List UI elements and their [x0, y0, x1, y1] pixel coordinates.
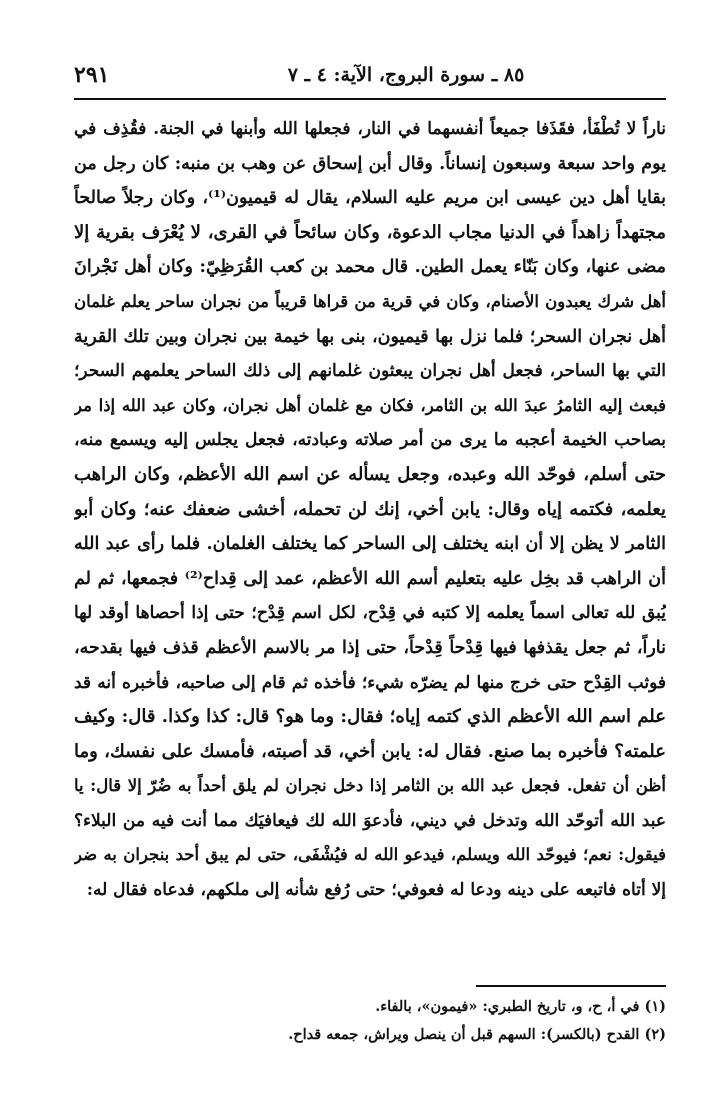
footnotes	[74, 993, 666, 1049]
text-line: بقايا أهل دين عيسى ابن مريم عليه السلام، يقال له قيميون⁽¹⁾، وكان رجلاً صالحاً	[74, 188, 666, 209]
text-line: حتى أسلم، فوحّد الله وعبده، وجعل يسأله عن اسم الله الأعظم، وكان الراهب	[74, 463, 666, 485]
text-line: ناراً، ثم جعل يقذفها فيها قِدْحاً قِدْحاً، حتى إذا مر بالاسم الأعظم قذف فيها بقدحه،	[74, 637, 666, 658]
text-line: علمته؟ فأخبره بما صنع. فقال له: يابن أخي، قد أصبته، فأمسك على نفسك، وما	[74, 740, 666, 762]
text-line: إلا أتاه فاتبعه على دينه ودعا له فعوفي؛ حتى رُفع شأنه إلى ملكهم، فدعاه فقال له:	[86, 880, 666, 901]
text-line: مضى عنها، وكان بَنّاء يعمل الطين. قال محمد بن كعب القُرَظِيّ: وكان أهل نَجْرانَ	[74, 257, 666, 278]
text-line: يعلمه، فكتمه إياه وقال: يابن أخي، إنك لن تحمله، أخشى ضعفك عنه؛ وكان أبو	[74, 498, 666, 520]
text-line: عبد الله أتوحّد الله وتدخل في ديني، فأدعوَ الله لك فيعافيَك مما أنت فيه من البلاء؟	[74, 810, 666, 831]
text-line: الثامر لا يظن إلا أن ابنه يختلف إلى الساحر كما يختلف الغلمان. فلما رأى عبد الله	[74, 534, 666, 555]
text-line: بصاحب الخيمة أعجبه ما يرى من أمر صلاته وعبادته، فجعل يجلس إليه ويسمع منه،	[74, 430, 666, 451]
text-line: أن الراهب قد بخِل عليه بتعليم أسم الله الأعظم، عمد إلى قِداح⁽²⁾ فجمعها، ثم لم	[74, 568, 666, 589]
running-title: ٨٥ ـ سورة البروج، الآية: ٤ ـ ٧	[287, 64, 525, 86]
body-text	[74, 112, 666, 908]
text-line: التي بها الساحر، فجعل أهل نجران يبعثون غلمانهم إلى ذلك الساحر يعلمهم السحر؛	[74, 361, 666, 382]
text-line: مجتهداً زاهداً في الدنيا مجاب الدعوة، وكان سائحاً في القرى، لا يُعْرَف بقرية إلا	[74, 221, 666, 243]
page-header	[74, 62, 666, 94]
footnote-rule	[476, 985, 666, 987]
footnote-1: (١) في أ، ح، و، تاريخ الطبري: «فيمون»، بالفاء.	[375, 998, 666, 1015]
text-line: أهل نجران السحر؛ فلما نزل بها قيميون، بنى بها خيمة بين نجران وبين تلك القرية	[74, 326, 666, 347]
footnote-2: (٢) القدح (بالكسر): السهم قبل أن ينصل ويراش، جمعه قداح.	[288, 1026, 666, 1043]
text-line: فيقول: نعم؛ فيوحّد الله ويسلم، فيدعو الله له فيُشْفَى، حتى لم يبق أحد بنجران به ضر	[74, 845, 666, 865]
text-line: فبعث إليه الثامرُ عبدَ الله بن الثامر، فكان مع غلمان أهل نجران، وكان عبد الله إذا مر	[74, 395, 666, 415]
text-line: أهل شرك يعبدون الأصنام، وكان في قرية من قراها قريباً من نجران ساحر يعلم غلمان	[74, 291, 666, 311]
header-rule	[74, 98, 666, 100]
page-number: ٢٩١	[74, 62, 110, 88]
text-line: يُبق لله تعالى اسماً يعلمه إلا كتبه في قِدْح، لكل اسم قِدْح؛ حتى إذا أحصاها أوقد لها	[74, 603, 666, 624]
text-line: أظن أن تفعل. فجعل عبد الله بن الثامر إذا دخل نجران لم يلق أحداً به ضُرّ إلا قال: يا	[74, 776, 666, 796]
text-line: فوثب القِدْح حتى خرج منها لم يضرّه شيء؛ فأخذه ثم قام إلى صاحبه، فأخبره أنه قد	[74, 672, 666, 693]
text-line: علم اسم الله الأعظم الذي كتمه إياه؛ فقال: وما هو؟ قال: كذا وكذا. قال: وكيف	[74, 706, 666, 728]
text-line: ناراً لا تُطْفَأ، فقَذَفا جميعاً أنفسهما في النار، فجعلها الله وأبنها في الجنة. فقُذِف في	[74, 119, 666, 139]
text-line: يوم واحد سبعة وسبعون إنساناً. وقال أبن إسحاق عن وهب بن منبه: كان رجل من	[74, 153, 666, 174]
